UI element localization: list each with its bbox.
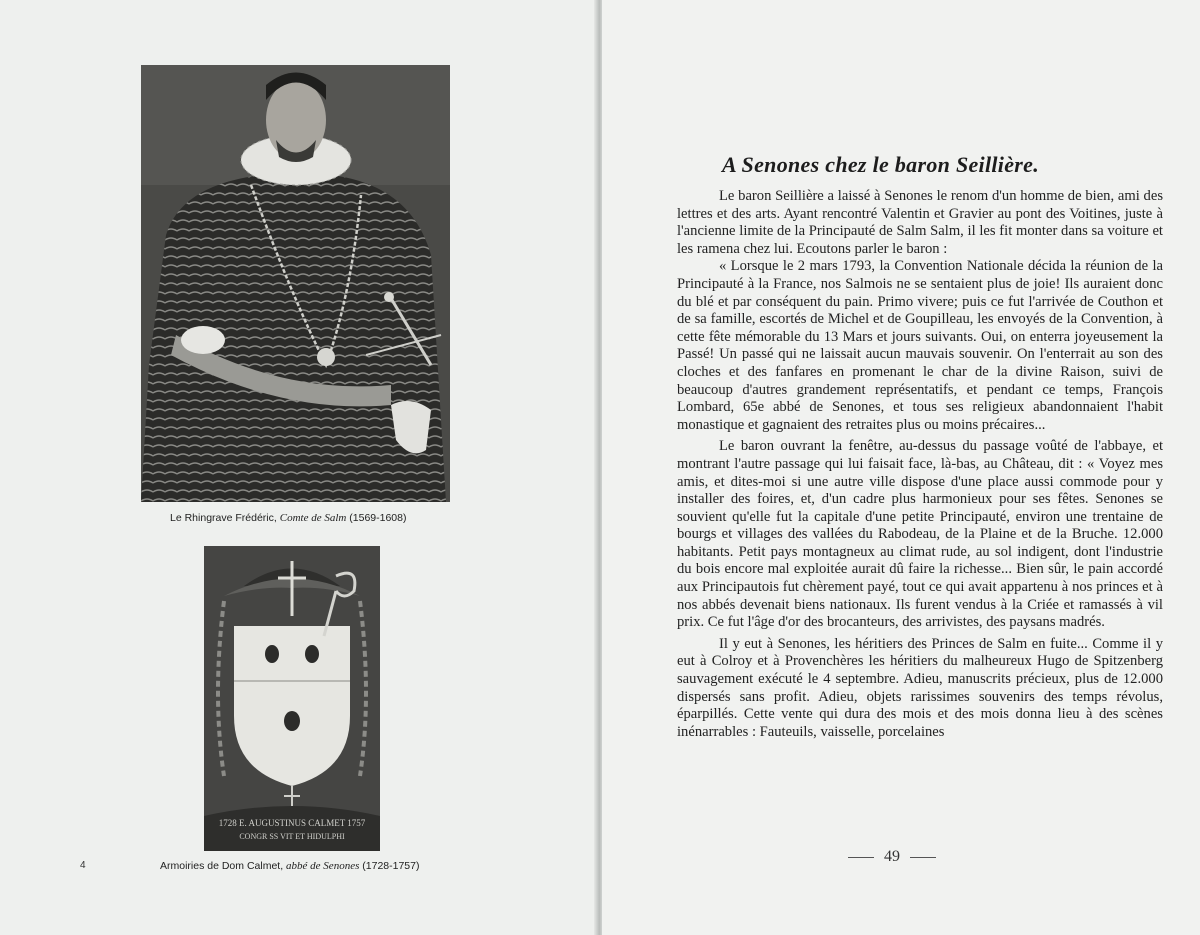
paragraph: Il y eut à Senones, les héritiers des Princes de Salm en fuite... Comme il y eut à Colroy et à Provenchères les héritiers du malheureux Hugo de Spitzenberg sauvagement exécuté le 4 septembre. Adieu, manuscrits précieux, plus de 12.000 dispersés sans profit. Adieu, objets rarissimes souvenirs des temps révolus, éparpillés. Cette vente qui dura des mois et des mois donna lieu à des scènes inénarrables : Fauteuils, vaisselle, porcelaines [677, 635, 1163, 740]
portrait-caption-name: Le Rhingrave Frédéric, [170, 512, 277, 524]
coat-of-arms-photo [204, 546, 380, 851]
signature-mark: 4 [80, 860, 86, 871]
arms-banner-line2: CONGR SS VIT ET HIDULPHI [239, 832, 345, 841]
page-number [838, 848, 946, 866]
arms-caption-dates: (1728-1757) [362, 860, 420, 872]
folio-rule-left [848, 857, 874, 858]
portrait-caption-dates: (1569-1608) [349, 512, 407, 524]
right-page [602, 0, 1200, 935]
portrait-caption-title: Comte de Salm [279, 512, 347, 524]
folio-rule-right [910, 857, 936, 858]
paragraph: Le baron Seillière a laissé à Senones le renom d'un homme de bien, ami des lettres et des arts. Ayant rencontré Valentin et Gravier au pont des Voitines, juste à l'ancienne limite de la Principauté de Salm Salm, il les fit monter dans sa voiture et les ramena chez lui. Ecoutons parler le baron : [677, 188, 1163, 257]
arms-caption-name: Armoiries de Dom Calmet, [160, 860, 284, 872]
article-body [677, 188, 1163, 741]
paragraph: Le baron ouvrant la fenêtre, au-dessus du passage voûté de l'abbaye, et montrant l'autre passage qui lui faisait face, là-bas, au Château, dit : « Voyez mes amis, et dites-moi si une autre ville dispose d'une place aussi commode pour y installer des foires, et, d'un cadre plus harmonieux pour ses fêtes. Senones se souvient qu'elle fut la capitale d'une petite Principauté, environ une trentaine de bourgs et villages des vallées du Rabodeau, de la Plaine et de la Bruche. 12.000 habitants. Petit pays montagneux au climat rude, au sol indigent, dont l'industrie du bois encore mal exploitée aurait dû faire la richesse... Bien sûr, le pain accordé aux Principautois fut chèrement payé, tout ce qui avait appartenu à nos princes et à nos abbés devenait biens nationaux. Ils furent vendus à la Criée et ramassés à vil prix. Ce fut l'âge d'or des brocanteurs, des arrivistes, des paysans madrés. [677, 438, 1163, 631]
portrait-caption [170, 512, 406, 524]
arms-caption [160, 860, 420, 872]
paragraph: « Lorsque le 2 mars 1793, la Convention Nationale décida la réunion de la Principauté à la France, nos Salmois ne se sentaient plus de joie! Ils auraient donc du blé et par conséquent du pain. Primo vivere; puis ce fut l'arrivée de Couthon et de sa famille, escortés de Michel et de Goupilleau, les envoyés de la Convention, à cette fête mémorable du 13 Mars et jours suivants. Oui, on enterra joyeusement la Passé! Un passé qui ne laissait aucun mauvais souvenir. On l'enterrait au son des cloches et des fanfares en promenant le char de la divine Raison, suivi de beaucoup d'autres grandement représentatifs, et pendant ce temps, François Lombard, 65e abbé de Senones, et tous ses religieux abandonnaient l'habit monastique et gagnaient des retraites plus ou moins précaires... [677, 258, 1163, 433]
left-page [0, 0, 598, 935]
chapter-title: A Senones chez le baron Seillière. [722, 152, 1039, 177]
page-number-value: 49 [884, 848, 900, 865]
coat-of-arms-illustration [204, 546, 380, 851]
arms-banner-line1: 1728 E. AUGUSTINUS CALMET 1757 [218, 818, 366, 828]
arms-caption-title: abbé de Senones [286, 860, 360, 872]
portrait-illustration [141, 65, 450, 502]
portrait-photo [141, 65, 450, 502]
